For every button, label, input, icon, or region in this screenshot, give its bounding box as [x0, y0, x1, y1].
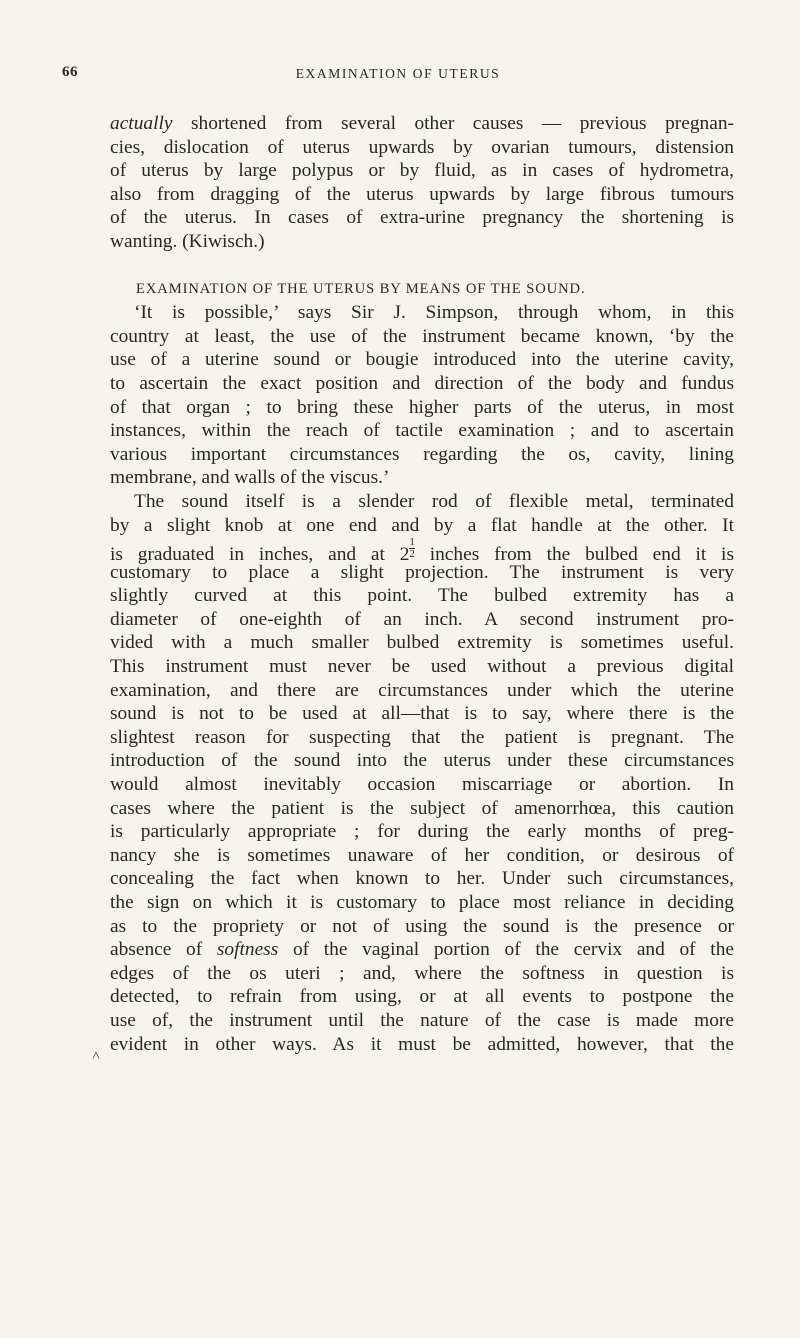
margin-mark: ˄ — [92, 1049, 100, 1064]
text-line: country at least, the use of the instrument became known, ‘by the — [110, 325, 734, 347]
spacer — [110, 254, 734, 278]
text-line: slightly curved at this point. The bulbed extremity has a — [110, 585, 734, 607]
text-line: vided with a much smaller bulbed extremity is sometimes useful. — [110, 632, 734, 654]
fraction-one-half: $\frac{1}{2}$ — [409, 536, 415, 561]
text-line: the sign on which it is customary to place most reliance in deciding — [110, 892, 734, 913]
emphasis: actually — [110, 113, 173, 134]
text-line: of the uterus. In cases of extra-urine pregnancy the shortening is — [110, 207, 734, 229]
text-line: cases where the patient is the subject of amenorrhœa, this caution — [110, 797, 734, 819]
text-line: instances, within the reach of tactile examination ; and to ascertain — [110, 420, 734, 442]
text-line: ‘It is possible,’ says Sir J. Simpson, through whom, in this — [134, 302, 734, 324]
text-line: to ascertain the exact position and direction of the body and fundus — [110, 372, 734, 394]
text-line: diameter of one-eighth of an inch. A second instrument pro- — [110, 608, 734, 630]
text-line: of that organ ; to bring these higher parts of the uterus, in most — [110, 396, 734, 418]
text-line: cies, dislocation of uterus upwards by ovarian tumours, distension — [110, 136, 734, 158]
text-line: actually shortened from several other causes — previous pregnan- — [110, 113, 734, 134]
text-line: of uterus by large polypus or by fluid, as in cases of hydrometra, — [110, 160, 734, 182]
text-line: detected, to refrain from using, or at all events to postpone the — [110, 986, 734, 1008]
text-line: absence of softness of the vaginal portion of the cervix and of the — [110, 939, 734, 961]
text-line: is particularly appropriate ; for during the early months of preg- — [110, 821, 734, 843]
text-line: use of a uterine sound or bougie introduced into the uterine cavity, — [110, 349, 734, 371]
text-line: concealing the fact when known to her. Under such circumstances, — [110, 868, 734, 890]
text-line: wanting. (Kiwisch.) — [110, 230, 265, 252]
page-header — [62, 64, 734, 88]
emphasis: softness — [216, 939, 279, 961]
text-line: is graduated in inches, and at 2 $\frac{1}{2}$ inches from the bulbed end it is — [110, 536, 734, 566]
text-line: use of, the instrument until the nature of the case is made more — [110, 1009, 734, 1031]
text-line: The sound itself is a slender rod of flexible metal, terminated — [134, 490, 734, 512]
running-head: EXAMINATION OF UTERUS — [295, 66, 501, 81]
text-line: various important circumstances regarding the os, cavity, lining — [110, 443, 734, 465]
text-line: would almost inevitably occasion miscarriage or abortion. In — [110, 774, 734, 796]
text-line: slightest reason for suspecting that the patient is pregnant. The — [110, 726, 734, 748]
text-line: nancy she is sometimes unaware of her condition, or desirous of — [110, 844, 734, 866]
text-line: by a slight knob at one end and by a flat handle at the other. It — [110, 514, 734, 536]
text-line: also from dragging of the uterus upwards by large fibrous tumours — [110, 183, 734, 205]
text-line: customary to place a slight projection. The instrument is very — [110, 561, 734, 583]
text-line: examination, and there are circumstances under which the uterine — [110, 679, 734, 701]
text-line: edges of the os uteri ; and, where the softness in question is — [110, 962, 734, 984]
text-line: sound is not to be used at all—that is to say, where there is the — [110, 703, 734, 725]
text-line: introduction of the sound into the uterus under these circumstances — [110, 750, 734, 772]
page-number: 66 — [62, 64, 78, 80]
text-line: evident in other ways. As it must be admitted, however, that the — [110, 1033, 734, 1055]
text-line: membrane, and walls of the viscus.’ — [110, 467, 390, 489]
text-line: This instrument must never be used without a previous digital — [110, 656, 734, 678]
text-line: as to the propriety or not of using the sound is the presence or — [110, 915, 734, 937]
body-text — [110, 112, 734, 1056]
section-heading: EXAMINATION OF THE UTERUS BY MEANS OF THE SOUND. — [136, 280, 586, 297]
